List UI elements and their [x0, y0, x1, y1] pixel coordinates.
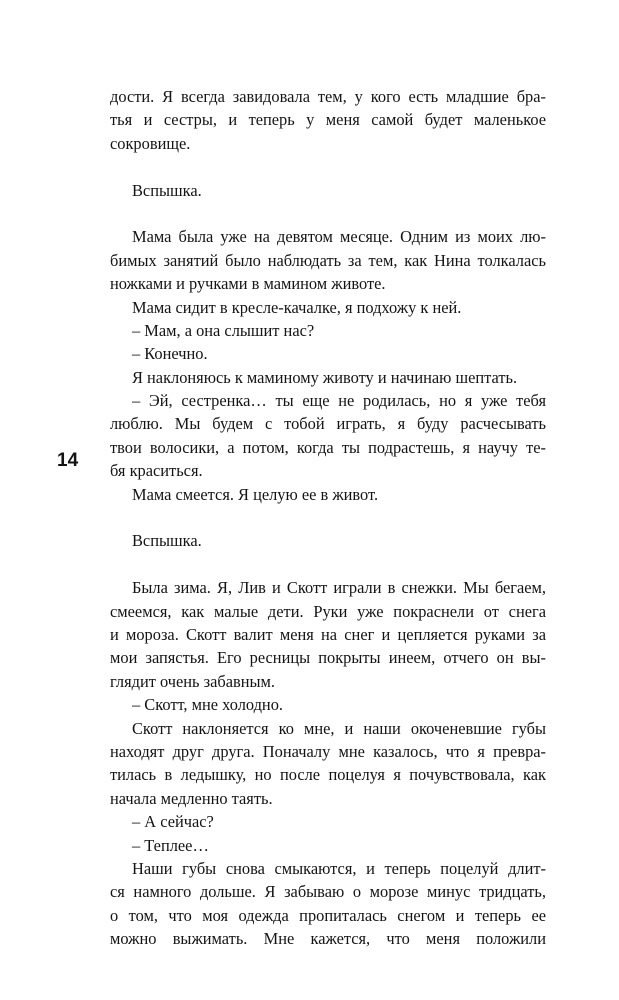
body-text	[110, 85, 546, 950]
text-line: можно выжимать. Мне кажется, что меня положили	[110, 929, 546, 949]
text-line: – Конечно.	[132, 344, 208, 364]
text-line: дости. Я всегда завидовала тем, у кого есть младшие бра-	[110, 87, 546, 106]
text-line: – Теплее…	[132, 835, 209, 855]
text-line: бимых занятий было наблюдать за тем, как Нина толкалась	[110, 250, 546, 270]
text-line: смеемся, как малые дети. Руки уже покраснели от снега	[110, 601, 546, 621]
text-line: ножками и ручками в мамином животе.	[110, 274, 386, 294]
text-line: твои волосики, а потом, когда ты подрастешь, я научу те-	[110, 437, 546, 457]
text-line: Мама сидит в кресле-качалке, я подхожу к ней.	[132, 297, 462, 317]
text-line: ся намного дольше. Я забываю о морозе минус тридцать,	[110, 882, 546, 902]
text-line: сокровище.	[110, 133, 191, 153]
text-line: Была зима. Я, Лив и Скотт играли в снежки. Мы бегаем,	[132, 578, 546, 598]
text-line: Наши губы снова смыкаются, и теперь поцелуй длит-	[132, 858, 546, 878]
text-line: – Скотт, мне холодно.	[132, 695, 283, 715]
text-line: бя краситься.	[110, 461, 203, 481]
text-line: тилась в ледышку, но после поцелуя я почувствовала, как	[110, 765, 546, 785]
text-line: люблю. Мы будем с тобой играть, я буду расчесывать	[110, 414, 546, 434]
text-line: глядит очень забавным.	[110, 671, 275, 691]
paragraph-gap	[110, 202, 546, 225]
text-line: Скотт наклоняется ко мне, и наши окоченевшие губы	[132, 718, 546, 738]
text-line: Мама смеется. Я целую ее в живот.	[132, 484, 379, 504]
text-line: – А сейчас?	[132, 812, 214, 832]
text-line: Мама была уже на девятом месяце. Одним из моих лю-	[132, 227, 546, 247]
paragraph-gap	[110, 155, 546, 178]
text-line: о том, что моя одежда пропиталась снегом и теперь ее	[110, 905, 546, 925]
text-line: мои запястья. Его ресницы покрыты инеем, отчего он вы-	[110, 648, 546, 668]
text-line: и мороза. Скотт валит меня на снег и цепляется руками за	[110, 624, 546, 644]
paragraph-gap	[110, 506, 546, 529]
text-line: начала медленно таять.	[110, 788, 273, 808]
text-line: – Мам, а она слышит нас?	[132, 320, 315, 340]
page-number: 14	[57, 450, 79, 471]
paragraph-gap	[110, 553, 546, 576]
text-line: Вспышка.	[132, 531, 202, 551]
text-line: тья и сестры, и теперь у меня самой будет маленькое	[110, 110, 546, 130]
text-line: находят друг друга. Поначалу мне казалось, что я превра-	[110, 741, 546, 761]
text-line: – Эй, сестренка… ты еще не родилась, но я уже тебя	[132, 391, 546, 411]
text-line: Вспышка.	[132, 180, 202, 200]
text-line: Я наклоняюсь к маминому животу и начинаю шептать.	[132, 367, 518, 387]
